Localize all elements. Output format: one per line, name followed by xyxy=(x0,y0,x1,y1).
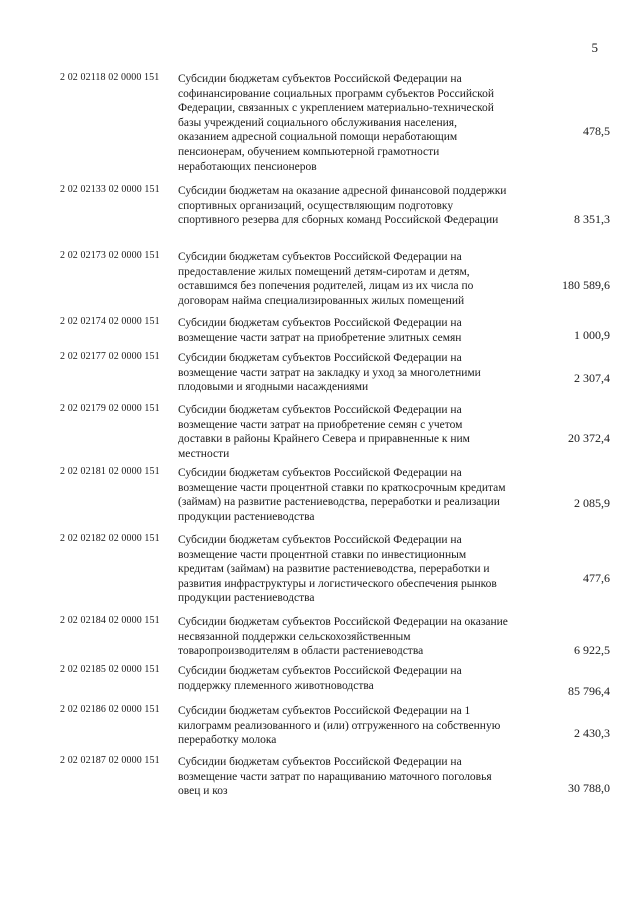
row-amount: 2 085,9 xyxy=(574,496,610,510)
budget-code: 2 02 02184 02 0000 151 xyxy=(60,615,160,626)
budget-code: 2 02 02186 02 0000 151 xyxy=(60,704,160,715)
row-description: Субсидии бюджетам субъектов Российской Федерации на софинансирование социальных программ субъектов Российской Федерации, связанных с укреплением материально-технической базы учреждений социального обслуживания населения, оказанием адресной социальной помощи неработающим пенсионерам, обучением компьютерной грамотности неработающих пенсионеров xyxy=(178,73,495,173)
budget-code: 2 02 02118 02 0000 151 xyxy=(60,72,160,83)
row-description: Субсидии бюджетам субъектов Российской Федерации на возмещение части затрат по наращиванию маточного поголовья овец и коз xyxy=(178,756,492,798)
page-number: 5 xyxy=(591,40,598,55)
budget-code: 2 02 02185 02 0000 151 xyxy=(60,664,160,675)
row-description: Субсидии бюджетам на оказание адресной финансовой поддержки спортивных организаций, осуществляющим подготовку спортивного резерва для сборных команд Российской Федерации xyxy=(178,185,507,227)
row-description: Субсидии бюджетам субъектов Российской Федерации на поддержку племенного животноводства xyxy=(178,665,462,692)
row-amount: 20 372,4 xyxy=(568,431,610,445)
row-amount: 1 000,9 xyxy=(574,328,610,342)
budget-code: 2 02 02182 02 0000 151 xyxy=(60,533,160,544)
row-amount: 85 796,4 xyxy=(568,684,610,698)
budget-code: 2 02 02177 02 0000 151 xyxy=(60,351,160,362)
budget-code: 2 02 02173 02 0000 151 xyxy=(60,250,160,261)
row-amount: 478,5 xyxy=(583,124,610,138)
row-description: Субсидии бюджетам субъектов Российской Федерации на предоставление жилых помещений детям-сиротам и детям, оставшимся без попечения родителей, лицам из их числа по договорам найма специализированных жилых помещений xyxy=(178,251,474,307)
row-amount: 8 351,3 xyxy=(574,212,610,226)
budget-code: 2 02 02174 02 0000 151 xyxy=(60,316,160,327)
row-description: Субсидии бюджетам субъектов Российской Федерации на возмещение части затрат на приобретение семян с учетом доставки в районы Крайнего Севера и приравненные к ним местности xyxy=(178,404,470,460)
budget-code: 2 02 02179 02 0000 151 xyxy=(60,403,160,414)
row-description: Субсидии бюджетам субъектов Российской Федерации на возмещение части затрат на закладку и уход за многолетними плодовыми и ягодными насаждениями xyxy=(178,352,481,394)
budget-code: 2 02 02181 02 0000 151 xyxy=(60,466,160,477)
row-amount: 2 307,4 xyxy=(574,371,610,385)
row-amount: 30 788,0 xyxy=(568,781,610,795)
row-description: Субсидии бюджетам субъектов Российской Федерации на возмещение части процентной ставки по краткосрочным кредитам (займам) на развитие растениеводства, переработки и реализации продукции растениеводства xyxy=(178,467,506,523)
row-description: Субсидии бюджетам субъектов Российской Федерации на оказание несвязанной поддержки сельскохозяйственным товаропроизводителям в области растениеводства xyxy=(178,616,508,658)
row-description: Субсидии бюджетам субъектов Российской Федерации на возмещение части процентной ставки по инвестиционным кредитам (займам) на развитие растениеводства, переработки и развития инфраструктуры и логистического обеспечения рынков продукции растениеводства xyxy=(178,534,497,605)
row-amount: 477,6 xyxy=(583,571,610,585)
budget-code: 2 02 02133 02 0000 151 xyxy=(60,184,160,195)
row-description: Субсидии бюджетам субъектов Российской Федерации на 1 килограмм реализованного и (или) отгруженного на собственную переработку молока xyxy=(178,705,501,747)
row-amount: 180 589,6 xyxy=(562,278,610,292)
budget-code: 2 02 02187 02 0000 151 xyxy=(60,755,160,766)
row-amount: 6 922,5 xyxy=(574,643,610,657)
row-amount: 2 430,3 xyxy=(574,726,610,740)
row-description: Субсидии бюджетам субъектов Российской Федерации на возмещение части затрат на приобретение элитных семян xyxy=(178,317,462,344)
